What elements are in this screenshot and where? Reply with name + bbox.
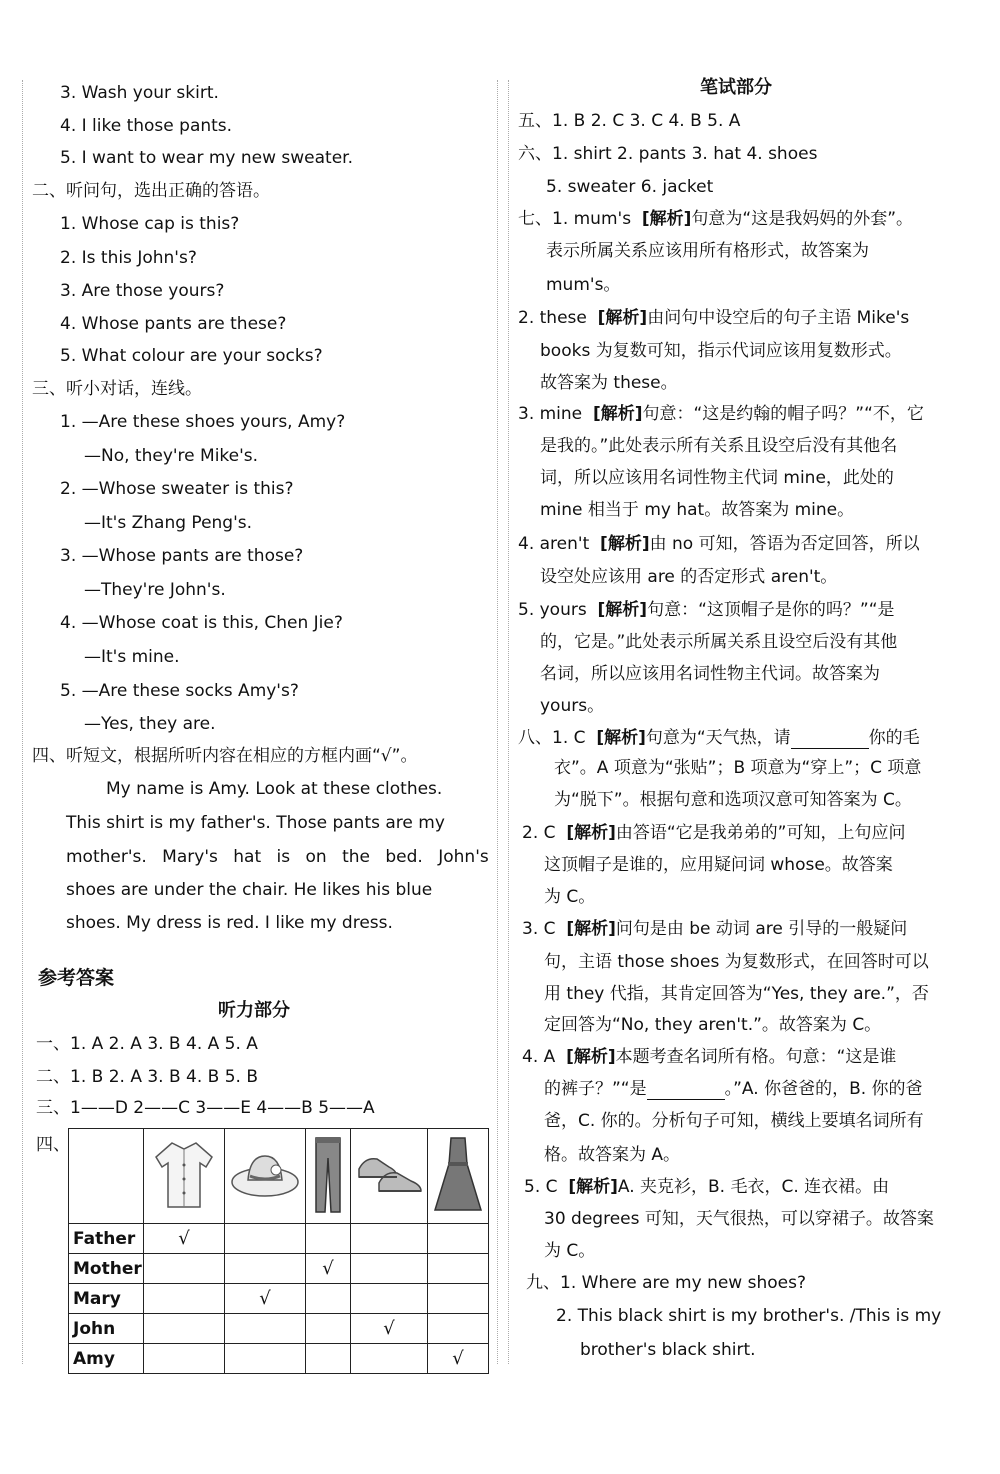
explain-line: 为“脱下”。根据句意和选项汉意可知答案为 C。 xyxy=(554,790,912,810)
dialog-a: —They're John's. xyxy=(84,580,226,600)
passage-line: shoes. My dress is red. I like my dress. xyxy=(66,913,393,933)
answer-line: 三、1——D 2——C 3——E 4——B 5——A xyxy=(36,1098,375,1118)
explain-line: 用 they 代指，其肯定回答为“Yes, they are.”，否 xyxy=(544,984,929,1004)
row-label: Mother xyxy=(69,1254,144,1284)
shoes-icon xyxy=(351,1129,428,1224)
explain-line: 故答案为 these。 xyxy=(540,373,678,393)
listening-title: 听力部分 xyxy=(218,1000,290,1021)
table-row xyxy=(69,1254,489,1284)
cell-tick: √ xyxy=(351,1314,428,1344)
dialog-q: 4. —Whose coat is this, Chen Jie? xyxy=(60,613,343,633)
answer-line: 一、1. A 2. A 3. B 4. A 5. A xyxy=(36,1034,258,1054)
answer-line: 五、1. B 2. C 3. C 4. B 5. A xyxy=(518,111,741,131)
dialog-a: —It's mine. xyxy=(84,647,180,667)
answer-title: 参考答案 xyxy=(38,967,115,989)
row-label: Mary xyxy=(69,1284,144,1314)
explain-line: 3. C [解析]问句是由 be 动词 are 引导的一般疑问 xyxy=(522,919,908,939)
explain-line: 为 C。 xyxy=(544,887,596,907)
answer-line: 5. sweater 6. jacket xyxy=(546,177,714,197)
passage-line: My name is Amy. Look at these clothes. xyxy=(106,779,443,799)
explain-line: 4. aren't [解析]由 no 可知，答语为否定回答，所以 xyxy=(518,534,920,554)
row-label: Amy xyxy=(69,1344,144,1374)
explain-line: 词，所以应该用名词性物主代词 mine，此处的 xyxy=(540,468,894,488)
column-divider-2 xyxy=(508,80,509,1364)
section2-item: 2. Is this John's? xyxy=(60,248,197,268)
row-label: Father xyxy=(69,1224,144,1254)
part1-line: 3. Wash your skirt. xyxy=(60,83,219,103)
part1-line: 4. I like those pants. xyxy=(60,116,233,136)
left-margin-rule xyxy=(22,80,23,1364)
table-corner xyxy=(69,1129,144,1224)
pants-icon xyxy=(306,1129,351,1224)
answer-line: brother's black shirt. xyxy=(580,1340,756,1360)
answer-line: 四、 xyxy=(36,1135,70,1155)
answer-table xyxy=(68,1128,489,1374)
explain-line: 这顶帽子是谁的，应用疑问词 whose。故答案 xyxy=(544,855,893,875)
explain-line: yours。 xyxy=(540,696,605,716)
column-divider xyxy=(497,80,498,1364)
section2-item: 1. Whose cap is this? xyxy=(60,214,240,234)
explain-line: 5. yours [解析]句意：“这顶帽子是你的吗？”“是 xyxy=(518,600,895,620)
part1-line: 5. I want to wear my new sweater. xyxy=(60,148,354,168)
explain-line: 5. C [解析]A. 夹克衫，B. 毛衣，C. 连衣裙。由 xyxy=(524,1177,890,1197)
explain-line: 为 C。 xyxy=(544,1241,596,1261)
explain-line: 设空处应该用 are 的否定形式 aren't。 xyxy=(540,567,838,587)
section3-title: 三、听小对话，连线。 xyxy=(32,379,202,399)
explain-line: 八、1. C [解析]句意为“天气热，请 你的毛 xyxy=(518,728,920,748)
passage-line: mother's. Mary's hat is on the bed. John's xyxy=(66,847,489,867)
answer-line: 九、1. Where are my new shoes? xyxy=(526,1273,806,1293)
table-row xyxy=(69,1314,489,1344)
dialog-q: 1. —Are these shoes yours, Amy? xyxy=(60,412,346,432)
table-row xyxy=(69,1284,489,1314)
explain-line: 的裤子？”“是 。”A. 你爸爸的，B. 你的爸 xyxy=(544,1079,923,1099)
dress-icon xyxy=(428,1129,489,1224)
answer-line: 六、1. shirt 2. pants 3. hat 4. shoes xyxy=(518,144,818,164)
dialog-q: 2. —Whose sweater is this? xyxy=(60,479,294,499)
cell-tick: √ xyxy=(225,1284,306,1314)
section4-title: 四、听短文，根据所听内容在相应的方框内画“√”。 xyxy=(32,746,418,766)
explain-line: 七、1. mum's [解析]句意为“这是我妈妈的外套”。 xyxy=(518,209,914,229)
cell-tick: √ xyxy=(144,1224,225,1254)
explain-line: 2. C [解析]由答语“它是我弟弟的”可知，上句应问 xyxy=(522,823,906,843)
passage-line: shoes are under the chair. He likes his blue xyxy=(66,880,433,900)
dialog-q: 5. —Are these socks Amy's? xyxy=(60,681,299,701)
shirt-icon xyxy=(144,1129,225,1224)
written-title: 笔试部分 xyxy=(700,77,772,98)
fill-blank xyxy=(791,732,869,749)
table-row xyxy=(69,1344,489,1374)
explain-line: 的，它是。”此处表示所属关系且设空后没有其他 xyxy=(540,632,898,652)
answer-line: 二、1. B 2. A 3. B 4. B 5. B xyxy=(36,1067,259,1087)
fill-blank xyxy=(647,1083,725,1100)
explain-line: 2. these [解析]由问句中设空后的句子主语 Mike's xyxy=(518,308,910,328)
answer-line: 2. This black shirt is my brother's. /This is my xyxy=(556,1306,942,1326)
explain-line: mum's。 xyxy=(546,275,621,295)
explain-line: 衣”。A 项意为“张贴”；B 项意为“穿上”；C 项意 xyxy=(554,758,922,778)
dialog-q: 3. —Whose pants are those? xyxy=(60,546,304,566)
section2-item: 3. Are those yours? xyxy=(60,281,225,301)
explain-line: 格。故答案为 A。 xyxy=(544,1145,681,1165)
section2-title: 二、听问句，选出正确的答语。 xyxy=(32,181,270,201)
explain-line: 3. mine [解析]句意：“这是约翰的帽子吗？”“不，它 xyxy=(518,404,924,424)
table-row xyxy=(69,1224,489,1254)
dialog-a: —Yes, they are. xyxy=(84,714,216,734)
explain-line: 句，主语 those shoes 为复数形式，在回答时可以 xyxy=(544,952,929,972)
explain-line: 名词，所以应该用名词性物主代词。故答案为 xyxy=(540,664,880,684)
dialog-a: —No, they're Mike's. xyxy=(84,446,259,466)
cell-tick: √ xyxy=(428,1344,489,1374)
explain-line: 是我的。”此处表示所有关系且设空后没有其他名 xyxy=(540,436,898,456)
hat-icon xyxy=(225,1129,306,1224)
section2-item: 4. Whose pants are these? xyxy=(60,314,287,334)
dialog-a: —It's Zhang Peng's. xyxy=(84,513,253,533)
explain-line: 30 degrees 可知，天气很热，可以穿裙子。故答案 xyxy=(544,1209,934,1229)
explain-line: books 为复数可知，指示代词应该用复数形式。 xyxy=(540,341,902,361)
explain-line: 表示所属关系应该用所有格形式，故答案为 xyxy=(546,241,869,261)
section2-item: 5. What colour are your socks? xyxy=(60,346,323,366)
row-label: John xyxy=(69,1314,144,1344)
cell-tick: √ xyxy=(306,1254,351,1284)
explain-line: mine 相当于 my hat。故答案为 mine。 xyxy=(540,500,855,520)
passage-line: This shirt is my father's. Those pants are my xyxy=(66,813,445,833)
explain-line: 爸，C. 你的。分析句子可知，横线上要填名词所有 xyxy=(544,1111,924,1131)
explain-line: 4. A [解析]本题考查名词所有格。句意：“这是谁 xyxy=(522,1047,897,1067)
explain-line: 定回答为“No, they aren't.”。故答案为 C。 xyxy=(544,1015,882,1035)
